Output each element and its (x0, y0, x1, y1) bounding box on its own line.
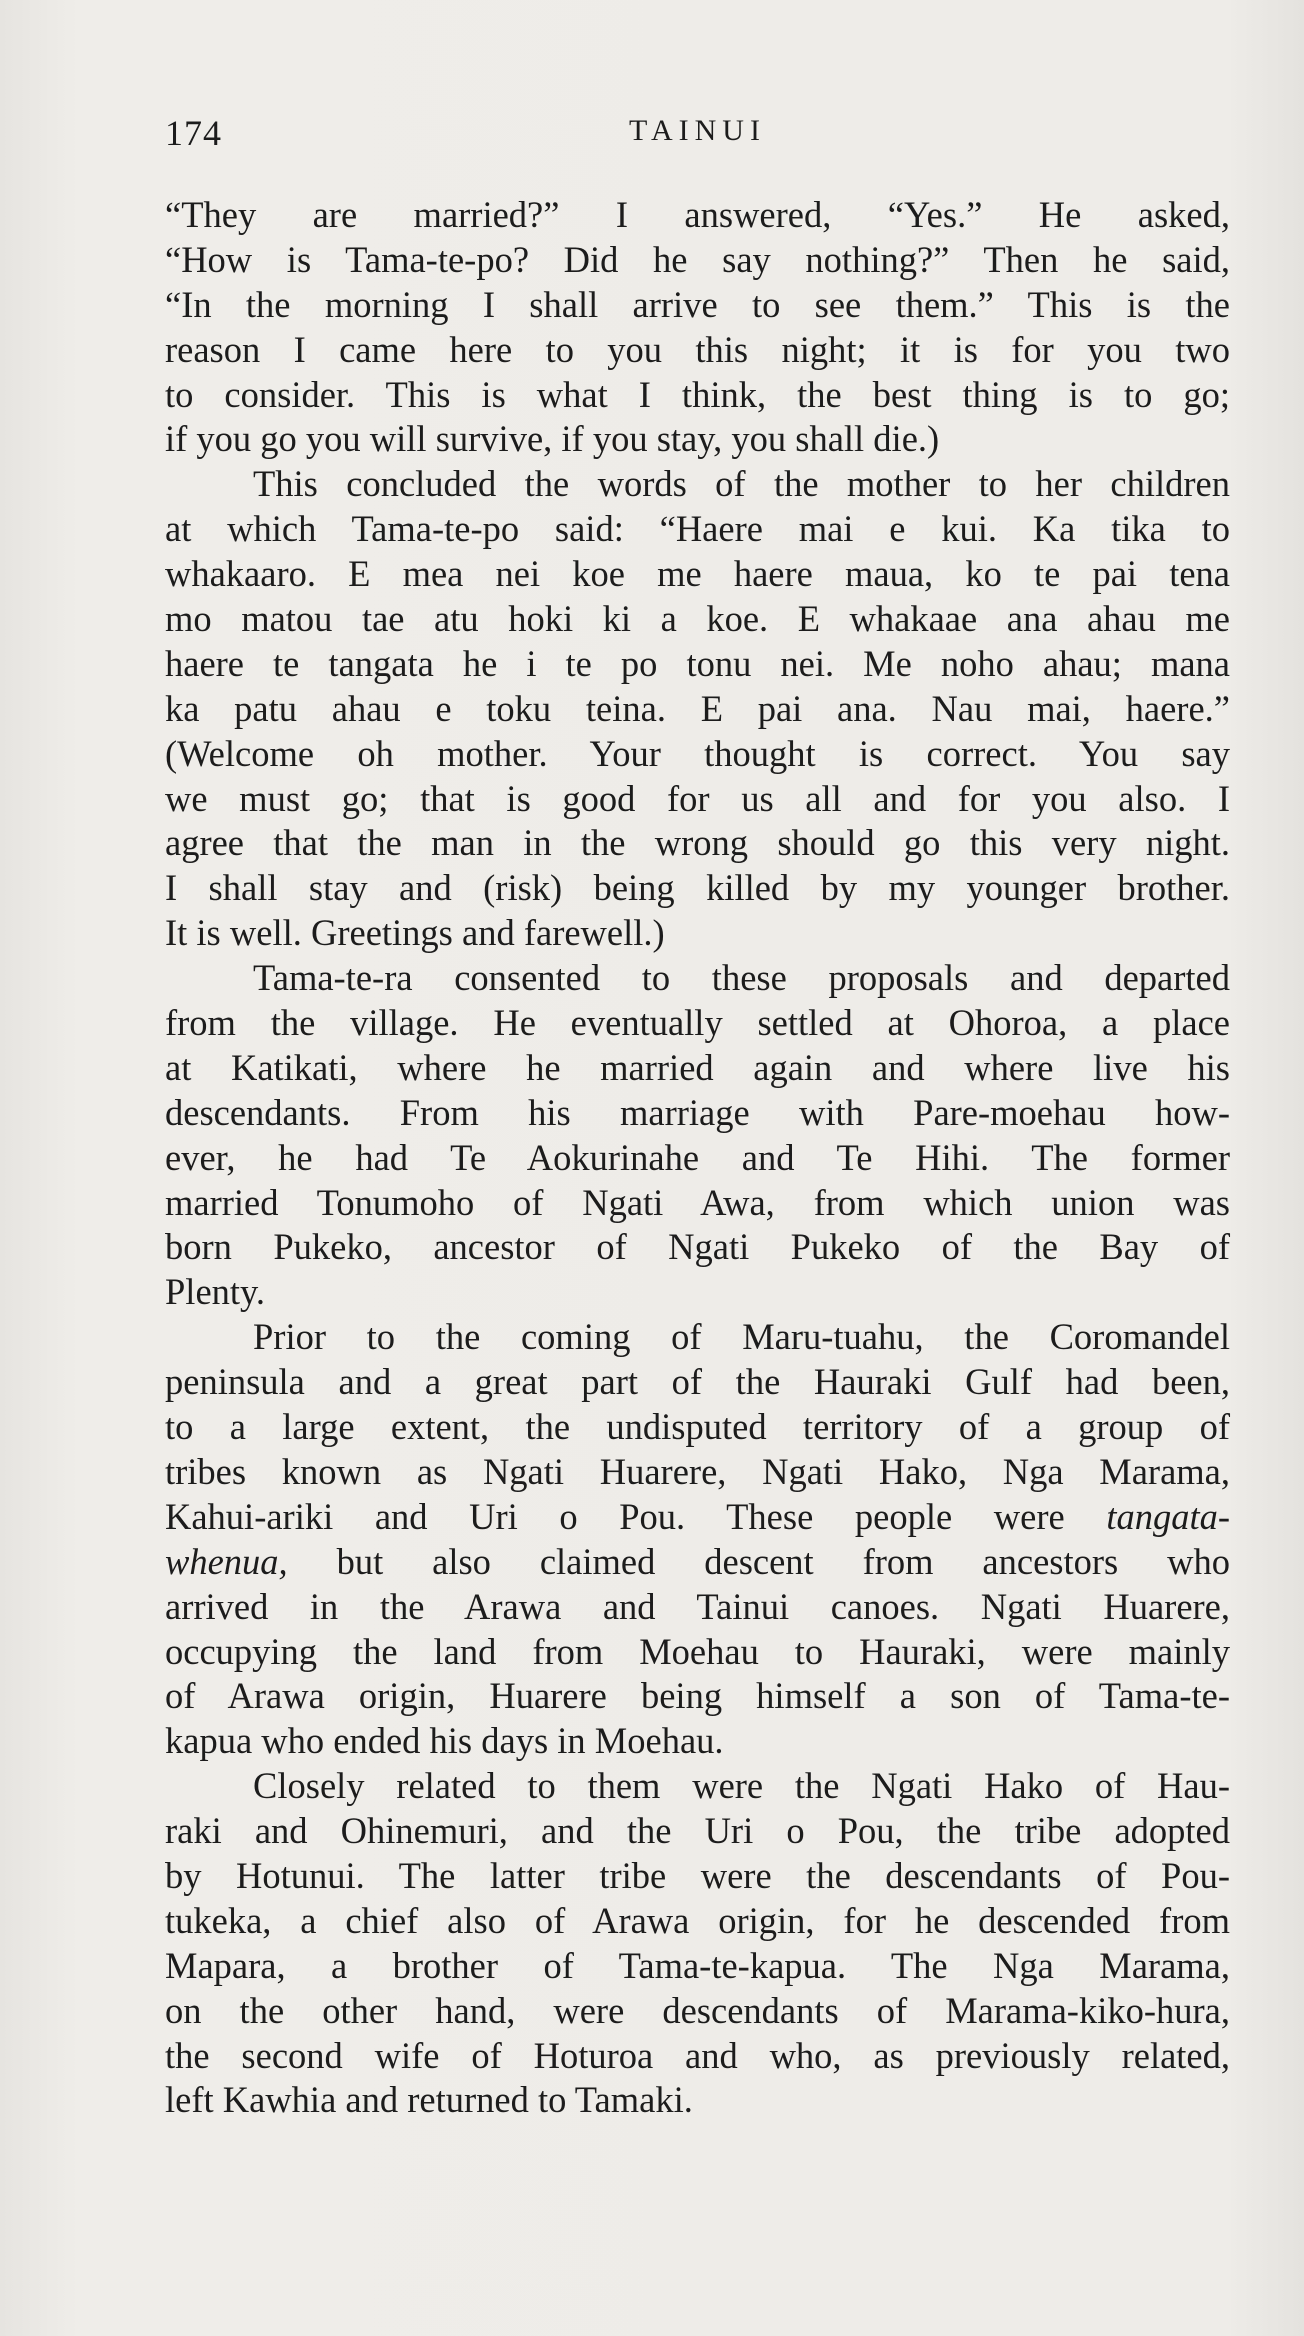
text-line: mo matou tae atu hoki ki a koe. E whakaae ana ahau me (165, 598, 1230, 640)
text-line: (Welcome oh mother. Your thought is correct. You say (165, 732, 1230, 774)
text-line: I shall stay and (risk) being killed by my younger brother. (165, 867, 1230, 909)
text-line: reason I came here to you this night; it is for you two (165, 328, 1230, 370)
text-line: tukeka, a chief also of Arawa origin, for he descended from (165, 1899, 1230, 1941)
text-line: agree that the man in the wrong should go this very night. (165, 822, 1230, 864)
text-line: Plenty. (165, 1271, 266, 1313)
text-line: ever, he had Te Aokurinahe and Te Hihi. The former (165, 1136, 1230, 1178)
text-line: to a large extent, the undisputed territory of a group of (165, 1406, 1230, 1448)
text-line: It is well. Greetings and farewell.) (165, 912, 665, 954)
text-line: of Arawa origin, Huarere being himself a son of Tama-te- (165, 1675, 1230, 1717)
text-line: married Tonumoho of Ngati Awa, from which union was (165, 1181, 1230, 1223)
text-line: This concluded the words of the mother to her children (253, 463, 1230, 505)
text-line: from the village. He eventually settled at Ohoroa, a place (165, 1002, 1230, 1044)
text-segment: but also claimed descent from ancestors who (336, 1540, 1230, 1582)
text-line: “How is Tama-te-po? Did he say nothing?” Then he said, (165, 238, 1230, 280)
text-line (165, 1540, 1230, 1585)
text-line: Tama-te-ra consented to these proposals and departed (253, 957, 1230, 999)
text-line: Mapara, a brother of Tama-te-kapua. The Nga Marama, (165, 1944, 1230, 1986)
page-number: 174 (165, 113, 222, 153)
text-line: whakaaro. E mea nei koe me haere maua, ko te pai tena (165, 553, 1230, 595)
text-line: descendants. From his marriage with Pare-moehau how- (165, 1091, 1230, 1133)
text-segment: Kahui-ariki and Uri o Pou. These people were (165, 1495, 1065, 1537)
italic-term: whenua, (165, 1540, 288, 1582)
text-line: ka patu ahau e toku teina. E pai ana. Nau mai, haere.” (165, 687, 1230, 729)
text-line: born Pukeko, ancestor of Ngati Pukeko of the Bay of (165, 1226, 1230, 1268)
text-line: “In the morning I shall arrive to see them.” This is the (165, 283, 1230, 325)
text-line: tribes known as Ngati Huarere, Ngati Hako, Nga Marama, (165, 1450, 1230, 1492)
text-line: left Kawhia and returned to Tamaki. (165, 2079, 693, 2121)
text-line: if you go you will survive, if you stay, you shall die.) (165, 418, 940, 460)
text-line: Prior to the coming of Maru-tuahu, the Coromandel (253, 1316, 1230, 1358)
text-line: to consider. This is what I think, the best thing is to go; (165, 373, 1230, 415)
text-line: on the other hand, were descendants of Marama-kiko-hura, (165, 1989, 1230, 2031)
page-header (165, 112, 1230, 162)
text-line: raki and Ohinemuri, and the Uri o Pou, the tribe adopted (165, 1810, 1230, 1852)
text-line: we must go; that is good for us all and for you also. I (165, 777, 1230, 819)
text-line: occupying the land from Moehau to Hauraki, were mainly (165, 1630, 1230, 1672)
text-line: peninsula and a great part of the Hauraki Gulf had been, (165, 1361, 1230, 1403)
text-line: Closely related to them were the Ngati Hako of Hau- (253, 1765, 1230, 1807)
text-line: at Katikati, where he married again and where live his (165, 1046, 1230, 1088)
text-line: by Hotunui. The latter tribe were the descendants of Pou- (165, 1854, 1230, 1896)
text-line: arrived in the Arawa and Tainui canoes. Ngati Huarere, (165, 1585, 1230, 1627)
text-line: the second wife of Hoturoa and who, as previously related, (165, 2034, 1230, 2076)
body-text (165, 193, 1230, 2123)
text-line: kapua who ended his days in Moehau. (165, 1720, 724, 1762)
text-line: at which Tama-te-po said: “Haere mai e kui. Ka tika to (165, 508, 1230, 550)
text-line: haere te tangata he i te po tonu nei. Me noho ahau; mana (165, 642, 1230, 684)
running-title: TAINUI (629, 114, 766, 147)
text-line: “They are married?” I answered, “Yes.” He asked, (165, 194, 1230, 235)
italic-term: tangata- (1106, 1495, 1230, 1537)
text-line (165, 1495, 1230, 1540)
